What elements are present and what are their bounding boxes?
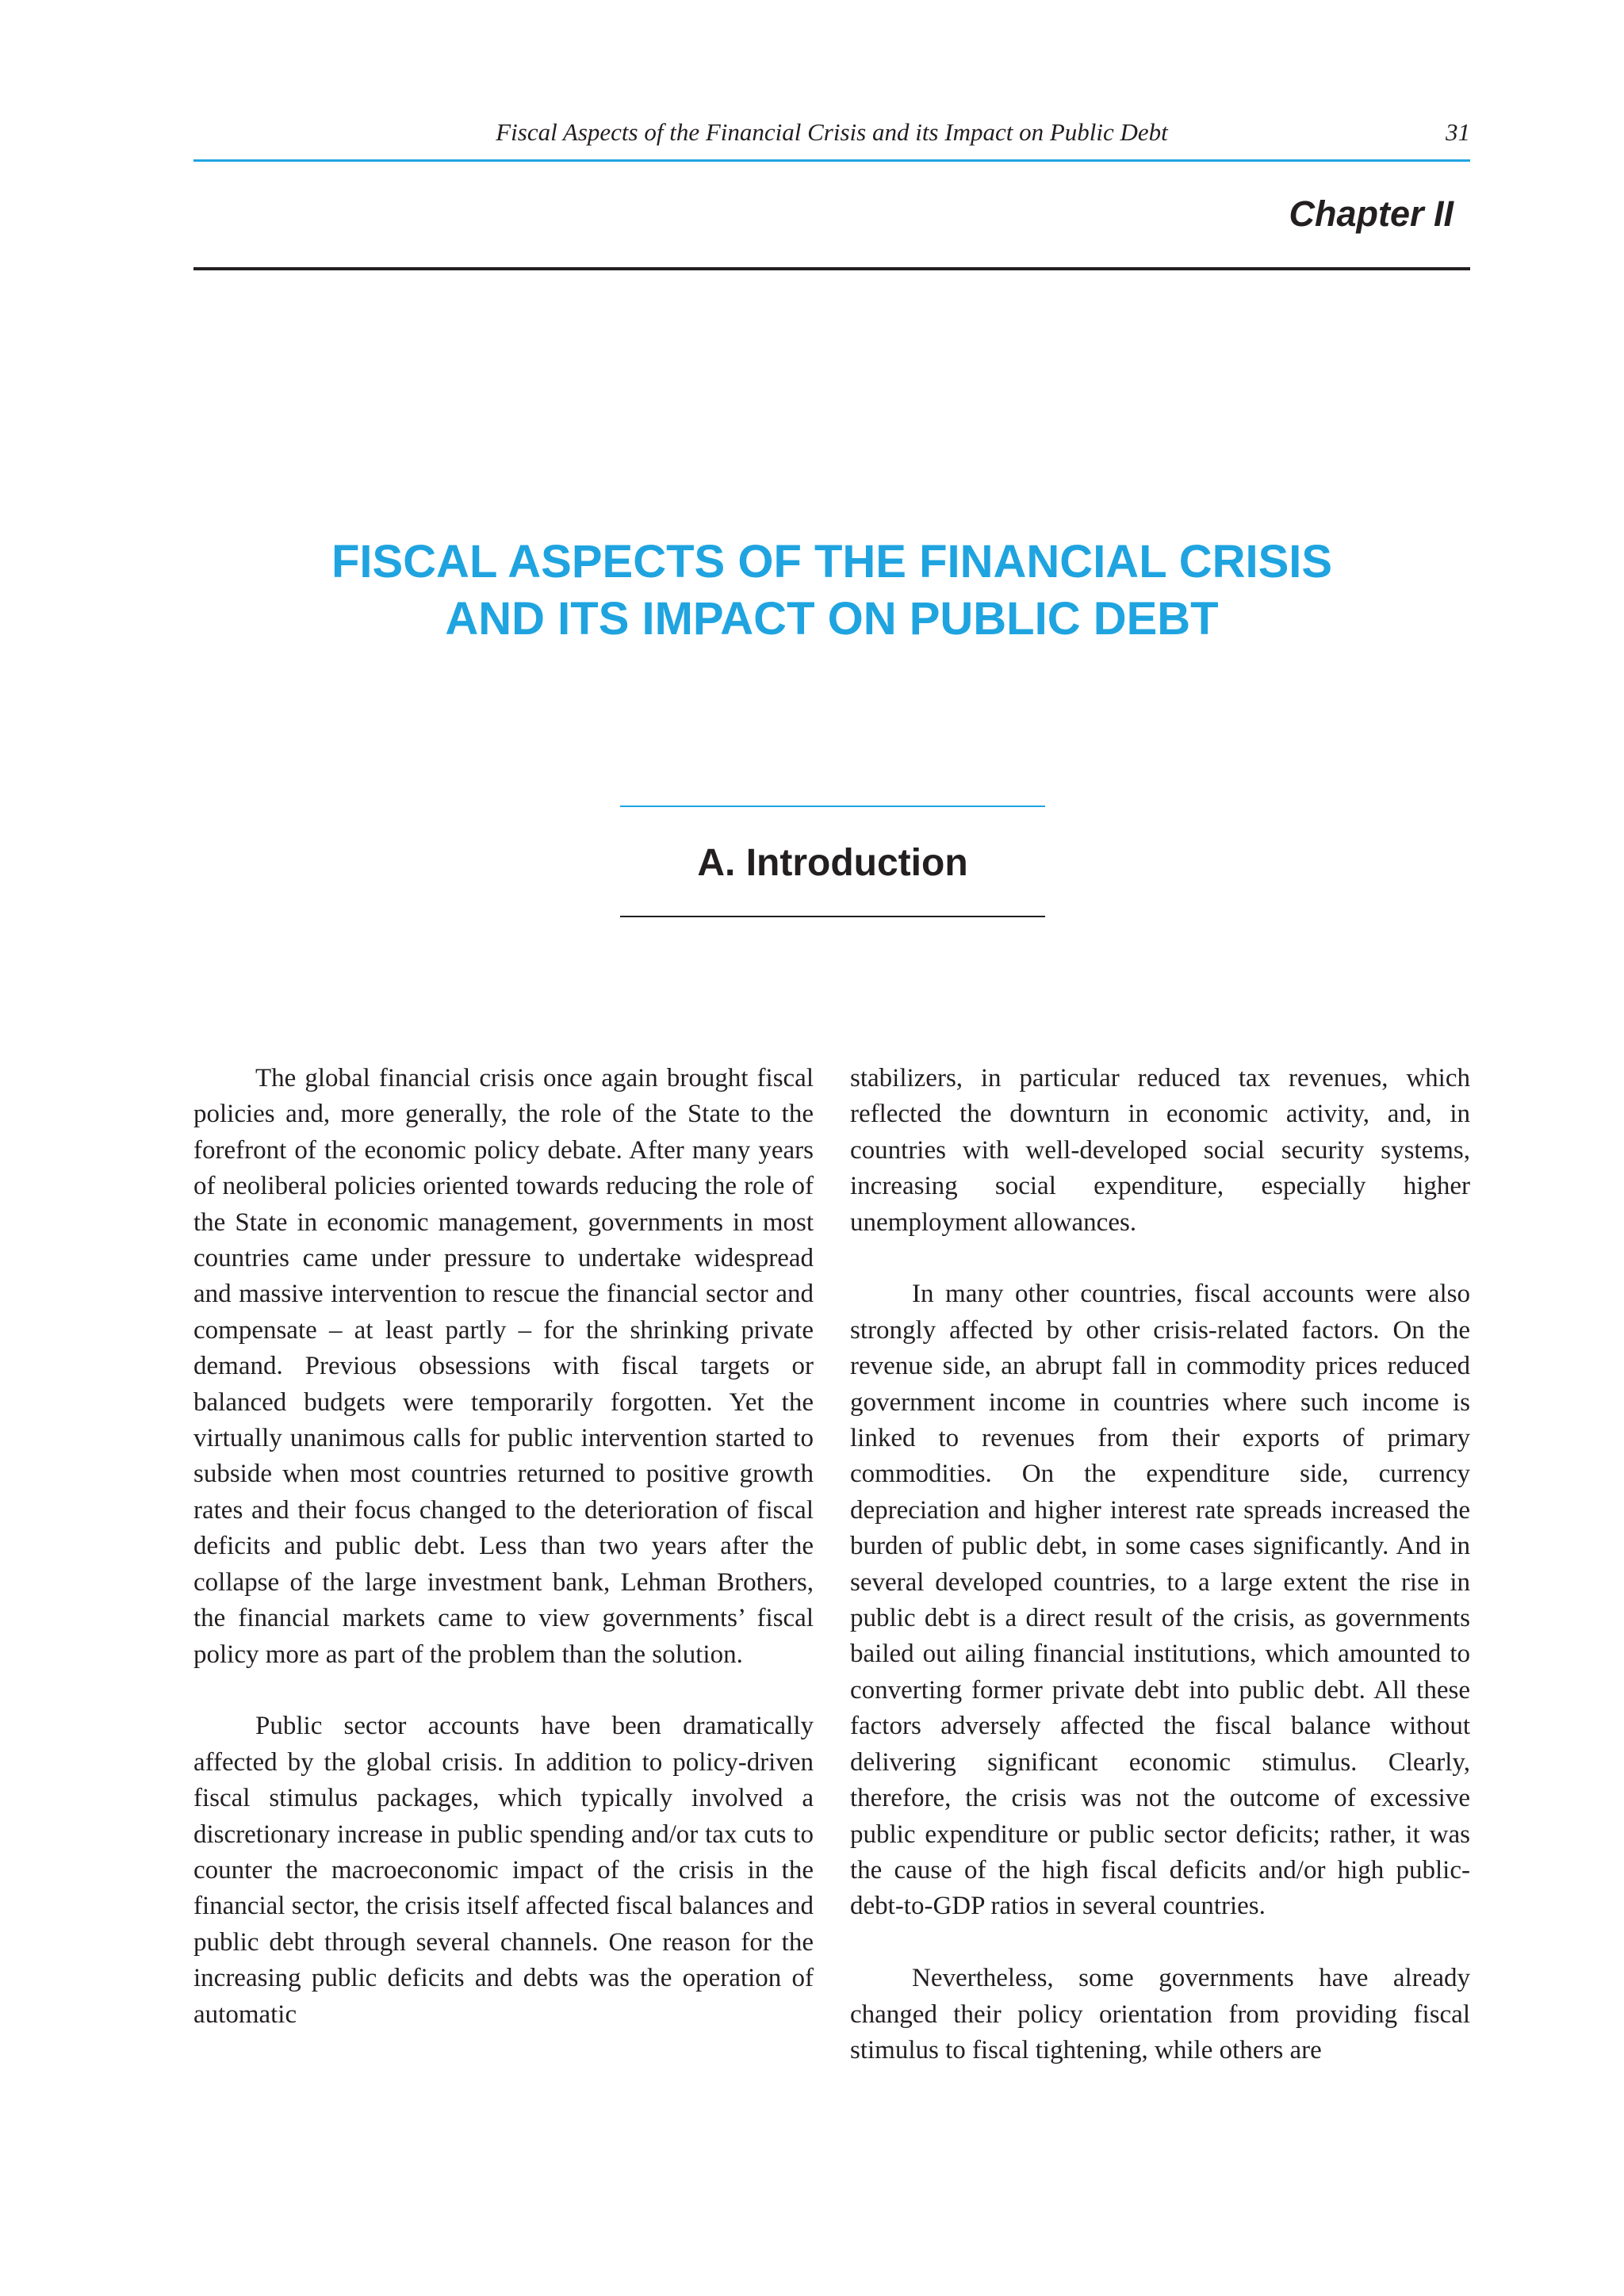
header-rule [193,159,1470,162]
section-heading: A. Introduction [697,842,968,884]
body-column-right [850,1061,1470,2068]
section-rule-bottom [620,916,1045,917]
paragraph: stabilizers, in particular reduced tax revenues, which reflected the downturn in economic activity, and, in countries with well-developed social security systems, increasing social expenditure, especially higher unemployment allowances. [850,1064,1470,1237]
chapter-title-line-2: AND ITS IMPACT ON PUBLIC DEBT [445,593,1219,645]
running-header [193,113,1470,152]
chapter-title [193,534,1470,648]
chapter-rule [193,267,1470,270]
chapter-label: Chapter II [1289,193,1454,234]
paragraph: In many other countries, fiscal accounts were also strongly affected by other crisis-related factors. On the revenue side, an abrupt fall in commodity prices reduced government income in countries where such income is linked to revenues from their exports of primary commodities. On the expenditure side, currency depreciation and higher interest rate spreads increased the burden of public debt, in some cases significantly. And in several developed countries, to a large extent the rise in public debt is a direct result of the crisis, as governments bailed out ailing financial institutions, which amounted to converting former private debt into public debt. All these factors adversely affected the fiscal balance without delivering significant economic stimulus. Clearly, therefore, the crisis was not the outcome of excessive public expenditure or public sector deficits; rather, it was the cause of the high fiscal deficits and/or high public-debt-to-GDP ratios in several countries. [850,1280,1470,1921]
section-rule-top [620,806,1045,807]
paragraph: Public sector accounts have been dramatically affected by the global crisis. In addition to policy-driven fiscal stimulus packages, which typically involved a discretionary increase in public spending and/or tax cuts to counter the macroeconomic impact of the crisis in the financial sector, the crisis itself affected fiscal balances and public debt through several channels. One reason for the increasing public deficits and debts was the operation of automatic [193,1712,814,2029]
body-column-left [193,1061,814,2033]
chapter-title-line-1: FISCAL ASPECTS OF THE FINANCIAL CRISIS [331,536,1333,587]
page-number: 31 [1446,118,1470,146]
paragraph: Nevertheless, some governments have already changed their policy orientation from providing fiscal stimulus to fiscal tightening, while others are [850,1964,1470,2064]
paragraph: The global financial crisis once again brought fiscal policies and, more generally, the role of the State to the forefront of the economic policy debate. After many years of neoliberal policies oriented towards reducing the role of the State in economic management, governments in most countries came under pressure to undertake widespread and massive intervention to rescue the financial sector and compensate – at least partly – for the shrinking private demand. Previous obsessions with fiscal targets or balanced budgets were temporarily forgotten. Yet the virtually unanimous calls for public intervention started to subside when most countries returned to positive growth rates and their focus changed to the deterioration of fiscal deficits and public debt. Less than two years after the collapse of the large investment bank, Lehman Brothers, the financial markets came to view governments’ fiscal policy more as part of the problem than the solution. [193,1064,814,1669]
running-header-title: Fiscal Aspects of the Financial Crisis and its Impact on Public Debt [496,118,1168,146]
